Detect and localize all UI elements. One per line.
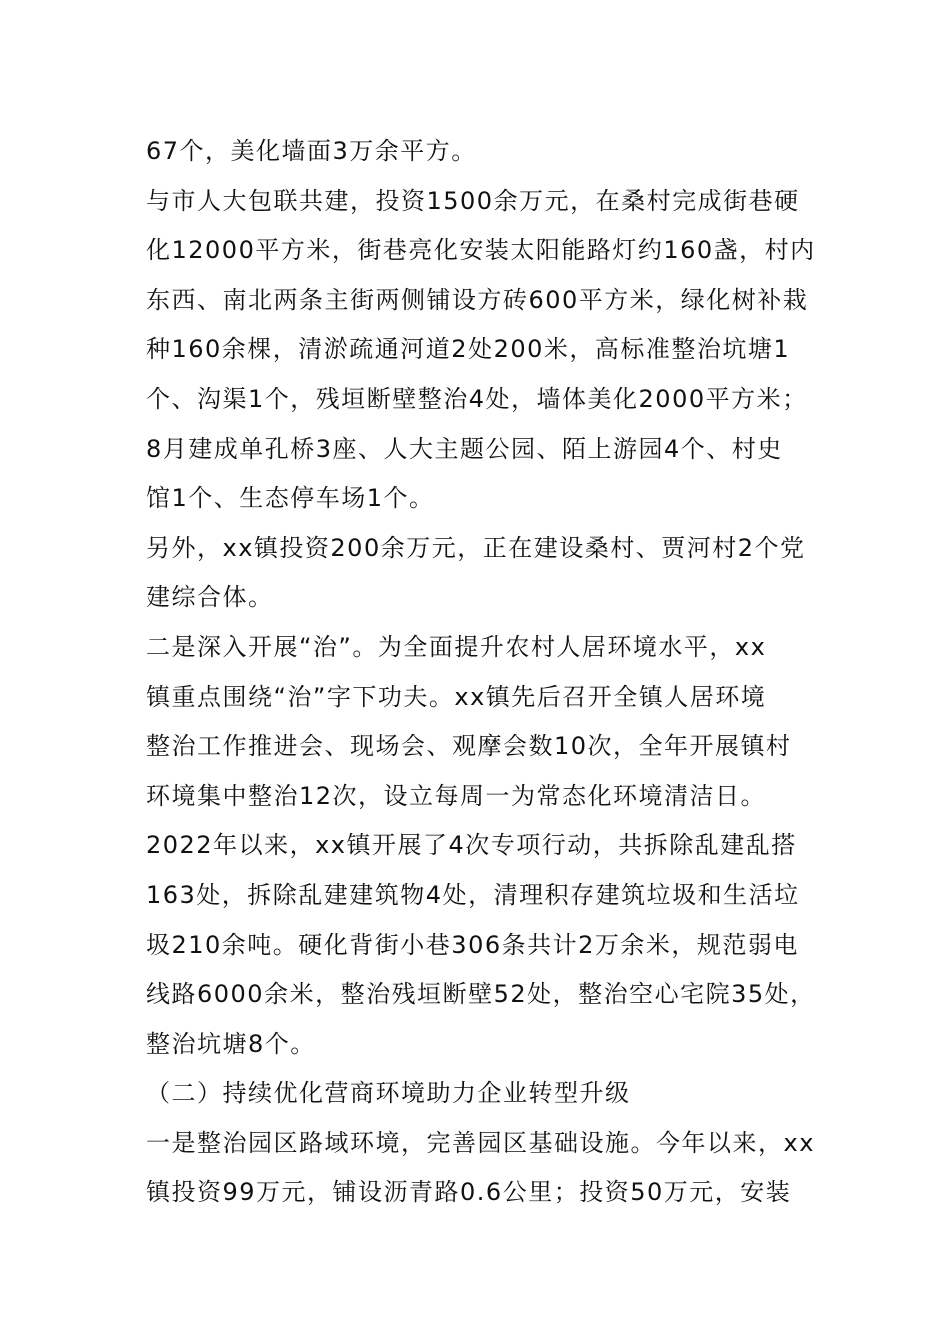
text-line: 馆1个、生态停车场1个。 bbox=[146, 484, 435, 513]
text-line: 一是整治园区路域环境，完善园区基础设施。今年以来，xx bbox=[146, 1128, 815, 1157]
text-line: 建综合体。 bbox=[146, 583, 274, 612]
text-line: 圾210余吨。硬化背街小巷306条共计2万余米，规范弱电 bbox=[146, 930, 799, 959]
text-line: 与市人大包联共建，投资1500余万元，在桑村完成街巷硬 bbox=[146, 186, 800, 215]
text-line: 67个，美化墙面3万余平方。 bbox=[146, 137, 477, 165]
text-line: 二是深入开展“治”。为全面提升农村人居环境水平，xx bbox=[146, 632, 767, 661]
text-line: 另外，xx镇投资200余万元，正在建设桑村、贾河村2个党 bbox=[146, 533, 806, 562]
text-line: 2022年以来，xx镇开展了4次专项行动，共拆除乱建乱搭 bbox=[146, 831, 797, 860]
text-line: 东西、南北两条主街两侧铺设方砖600平方米，绿化树补栽 bbox=[146, 285, 809, 314]
text-line: 环境集中整治12次，设立每周一为常态化环境清洁日。 bbox=[146, 781, 767, 810]
text-line: 163处，拆除乱建建筑物4处，清理积存建筑垃圾和生活垃 bbox=[146, 880, 800, 909]
text-line: 个、沟渠1个，残垣断壁整治4处，墙体美化2000平方米； bbox=[146, 384, 808, 413]
text-line: 镇投资99万元，铺设沥青路0.6公里；投资50万元，安装 bbox=[146, 1178, 792, 1207]
document-body bbox=[146, 127, 826, 1218]
text-line: 整治坑塘8个。 bbox=[146, 1029, 316, 1058]
text-line: 镇重点围绕“治”字下功夫。xx镇先后召开全镇人居环境 bbox=[146, 682, 767, 711]
text-line: 8月建成单孔桥3座、人大主题公园、陌上游园4个、村史 bbox=[146, 434, 783, 463]
text-line: 线路6000余米，整治残垣断壁52处，整治空心宅院35处， bbox=[146, 980, 816, 1009]
section-heading: （二）持续优化营商环境助力企业转型升级 bbox=[146, 1079, 631, 1108]
text-line: 种160余棵，清淤疏通河道2处200米，高标准整治坑塘1 bbox=[146, 335, 791, 364]
text-line: 化12000平方米，街巷亮化安装太阳能路灯约160盏，村内 bbox=[146, 236, 816, 265]
text-line: 整治工作推进会、现场会、观摩会数10次，全年开展镇村 bbox=[146, 732, 792, 761]
